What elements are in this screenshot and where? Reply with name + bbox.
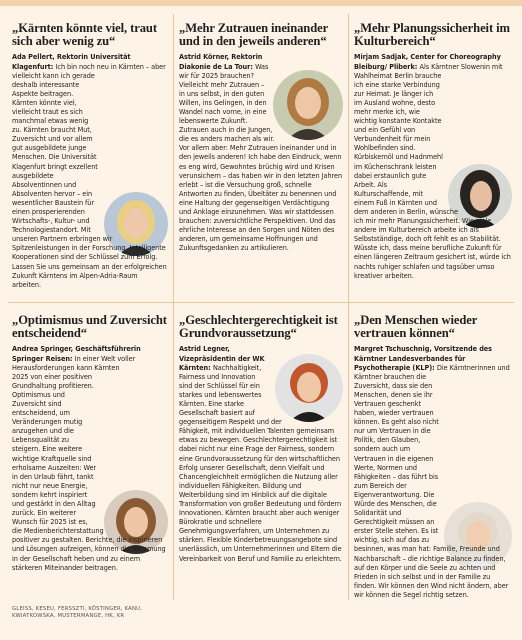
portrait-photo — [273, 70, 343, 140]
photo-credit: GLEISS, KESEU, FERSSZTI, KÖSTINGER, KANU, KWIATKOWSKA, MUSTERMANGE, HK, KR — [12, 606, 143, 619]
article-tschuschnig — [354, 314, 512, 636]
article-headline: „Kärnten könnte viel, traut sich aber wenig zu“ — [12, 22, 157, 49]
article-headline: „Den Menschen wieder vertrauen können“ — [354, 314, 477, 341]
article-body: Was wir für 2025 brauchen? Vielleicht mehr Zutrauen – in uns selbst, in den guten Willen, ins Gelingen, in den Wandel nach vorne, in eine lebenswerte Zukunft. Zutrauen auch in die Jungen, die es anders machen als wir. Vor allem aber: Mehr Zutrauen ineinander und in den jeweils anderen! Ich habe den Eindruck, wenn es eng wird, Gewohntes brüchig wird und Krisen verunsichern – das haben wir in den letzten Jahren erlebt – ist die Versuchung groß, schnelle Antworten zu finden, Übeltäter zu benennen und eine Haltung der gegenseitigen Verdächtigung und Anklage einzunehmen. Was wir stattdessen brauchen: zuversichtliche Perspektiven. Und das ehrliche Interesse an den Sorgen und Nöten des anderen, um gemeinsame Hoffnungen und Zukunftsgedanken zu artikulieren. — [179, 61, 343, 253]
article-author: Ada Pellert, Rektorin Universität Klagenfurt: — [12, 52, 131, 71]
article-headline: „Mehr Planungssicherheit im Kulturbereich“ — [354, 22, 510, 49]
article-body: Ich bin noch neu in Kärnten – aber vielleicht kann ich gerade deshalb interessante Aspekte beitragen. Kärnten könnte viel, vielleicht traut es sich manchmal etwas wenig zu. Kärnten braucht Mut, Zuversicht und vor allem gut ausgebildete junge Menschen. Die Universität Klagenfurt bringt exzellent ausgebildete Absolventinnen und Absolventen hervor – ein wesentlicher Baustein für einen prosperierenden Wirtschafts-, Kultur- und Technologiestandort. Mit unseren Partnern erbringen wir Spitzenleistungen in der Forschung. Intelligente Kooperationen sind der Schlüssel zum Erfolg. Lassen Sie uns gemeinsam an der erfolgreichen Zukunft Kärntens im Alpen-Adria-Raum arbeiten. — [12, 61, 167, 289]
article-body: In einer Welt voller Herausforderungen kann Kärnten 2025 von einer positiven Grundhaltung profitieren. Optimismus und Zuversicht sind entscheidend, um Veränderungen mutig anzugehen und die Lebensqualität zu steigern. Eine weitere wichtige Kraftquelle sind erholsame Auszeiten: Wer in den Urlaub fährt, tankt nicht nur neue Energie, sondern kehrt inspiriert und gestärkt in den Alltag zurück. Ein weiterer Wunsch für 2025 ist es, die Medienberichterstattung positiver zu gestalten. Berichte, die inspirieren und Lösungen aufzeigen, können die Stimmung in der Gesellschaft heben und zu einem stärkeren Miteinander beitragen. — [12, 353, 166, 572]
article-body: Nachhaltigkeit, Fairness und Innovation sind der Schlüssel für ein starkes und lebenswertes Kärnten. Eine starke Gesellschaft basiert auf gegenseitigem Respekt und der Fähigkeit, mit individuellen Talenten gemeinsam etwas zu bewegen. Geschlechtergerechtigkeit ist dabei nicht nur eine Frage der Fairness, sondern eine Grundvoraussetzung für den wirtschaftlichen Erfolg unserer Gesellschaft, denn Vielfalt und Chancengleichheit ermöglichen die Nutzung aller individuellen Fähigkeiten. Bildung und Weiterbildung sind im Hinblick auf die digitale Transformation von großer Bedeutung und fördern Innovationen. Kärnten braucht aber auch weniger Bürokratie und schnellere Genehmigungsverfahren, um Unternehmen zu stärken. Flexible Kinderbetreuungsangebote sind unerlässlich, um Unternehmerinnen und Eltern die Vereinbarkeit von Beruf und Familie zu erleichtern. — [179, 362, 342, 563]
row-divider — [8, 302, 514, 303]
article-author: Andrea Springer, Geschäftsführerin Springer Reisen: — [12, 344, 141, 363]
article-text — [12, 52, 168, 288]
top-color-strip — [0, 0, 522, 6]
article-text — [354, 52, 512, 279]
article-text — [179, 344, 343, 562]
portrait-photo — [275, 354, 343, 422]
article-body: Die Kärntnerinnen und Kärntner brauchen die Zuversicht, dass sie den Menschen, denen sie ihr Vertrauen geschenkt haben, wieder vertrauen können. Es geht also nicht nur um Vertrauen in die Politik, den Glauben, sondern auch um Vertrauen in die eigenen Werte, Normen und Fähigkeiten – das führt bis zum Bereich der Eigenverantwortung. Die Würde des Menschen, die Solidarität und Gerechtigkeit müssen an erster Stelle stehen. Es ist wichtig, sich auf das zu besinnen, was man hat: Familie, Freunde und Nachbarschaft – die richtige Balance zu finden, auf den Körper und die Seele zu achten und Frieden in sich selbst und in der Familie zu finden. Wir können den Wind nicht ändern, aber wir können die Segel richtig setzen. — [354, 362, 510, 599]
article-sadjak — [354, 22, 512, 298]
article-koerner — [179, 22, 343, 298]
article-body: Als Kärntner Slowenin mit Wahlheimat Berlin brauche ich eine starke Verbindung zur Heimat. Je länger ich im Ausland wohne, desto mehr merke ich, wie wichtig konstante Kontakte und ein Gefühl von Verbundenheit für mein Wohlbefinden sind. Kürbiskernöl und Hadnmehl im Küchenschrank leisten dabei erstaunlich gute Arbeit. Als Kulturschaffende, mit einem Fuß in Kärnten und dem anderen in Berlin, wünsche ich mir mehr Planungssicherheit. Wie viele andere im Kulturbereich arbeite ich als Selbstständige, doch oft fehlt es an Stabilität. Wüsste ich, dass meine berufliche Zukunft für einen längeren Zeitraum gesichert ist, würde ich nachts ruhiger schlafen und tagsüber umso kreativer arbeiten. — [354, 61, 511, 280]
article-author: Mirjam Sadjak, Center for Choreography Bleiburg/ Pliberk: — [354, 52, 501, 71]
article-text — [12, 344, 168, 571]
column-divider — [173, 14, 174, 600]
article-text — [179, 52, 343, 252]
article-author: Astrid Körner, Rektorin Diakonie de La Tour: — [179, 52, 263, 71]
article-text — [354, 344, 512, 599]
article-pellert — [12, 22, 168, 298]
article-headline: „Geschlechtergerechtigkeit ist Grundvoraussetzung“ — [179, 314, 338, 341]
article-author: Astrid Legner, Vizepräsidentin der WK Kärnten: — [179, 344, 265, 372]
article-headline: „Optimismus und Zuversicht entscheidend“ — [12, 314, 167, 341]
article-springer — [12, 314, 168, 602]
column-divider — [348, 14, 349, 600]
article-author: Margret Tschuschnig, Vorsitzende des Kärntner Landesverbandes für Psychotherapie (KLP): — [354, 344, 493, 372]
article-legner — [179, 314, 343, 636]
article-headline: „Mehr Zutrauen ineinander und in den jeweils anderen“ — [179, 22, 328, 49]
